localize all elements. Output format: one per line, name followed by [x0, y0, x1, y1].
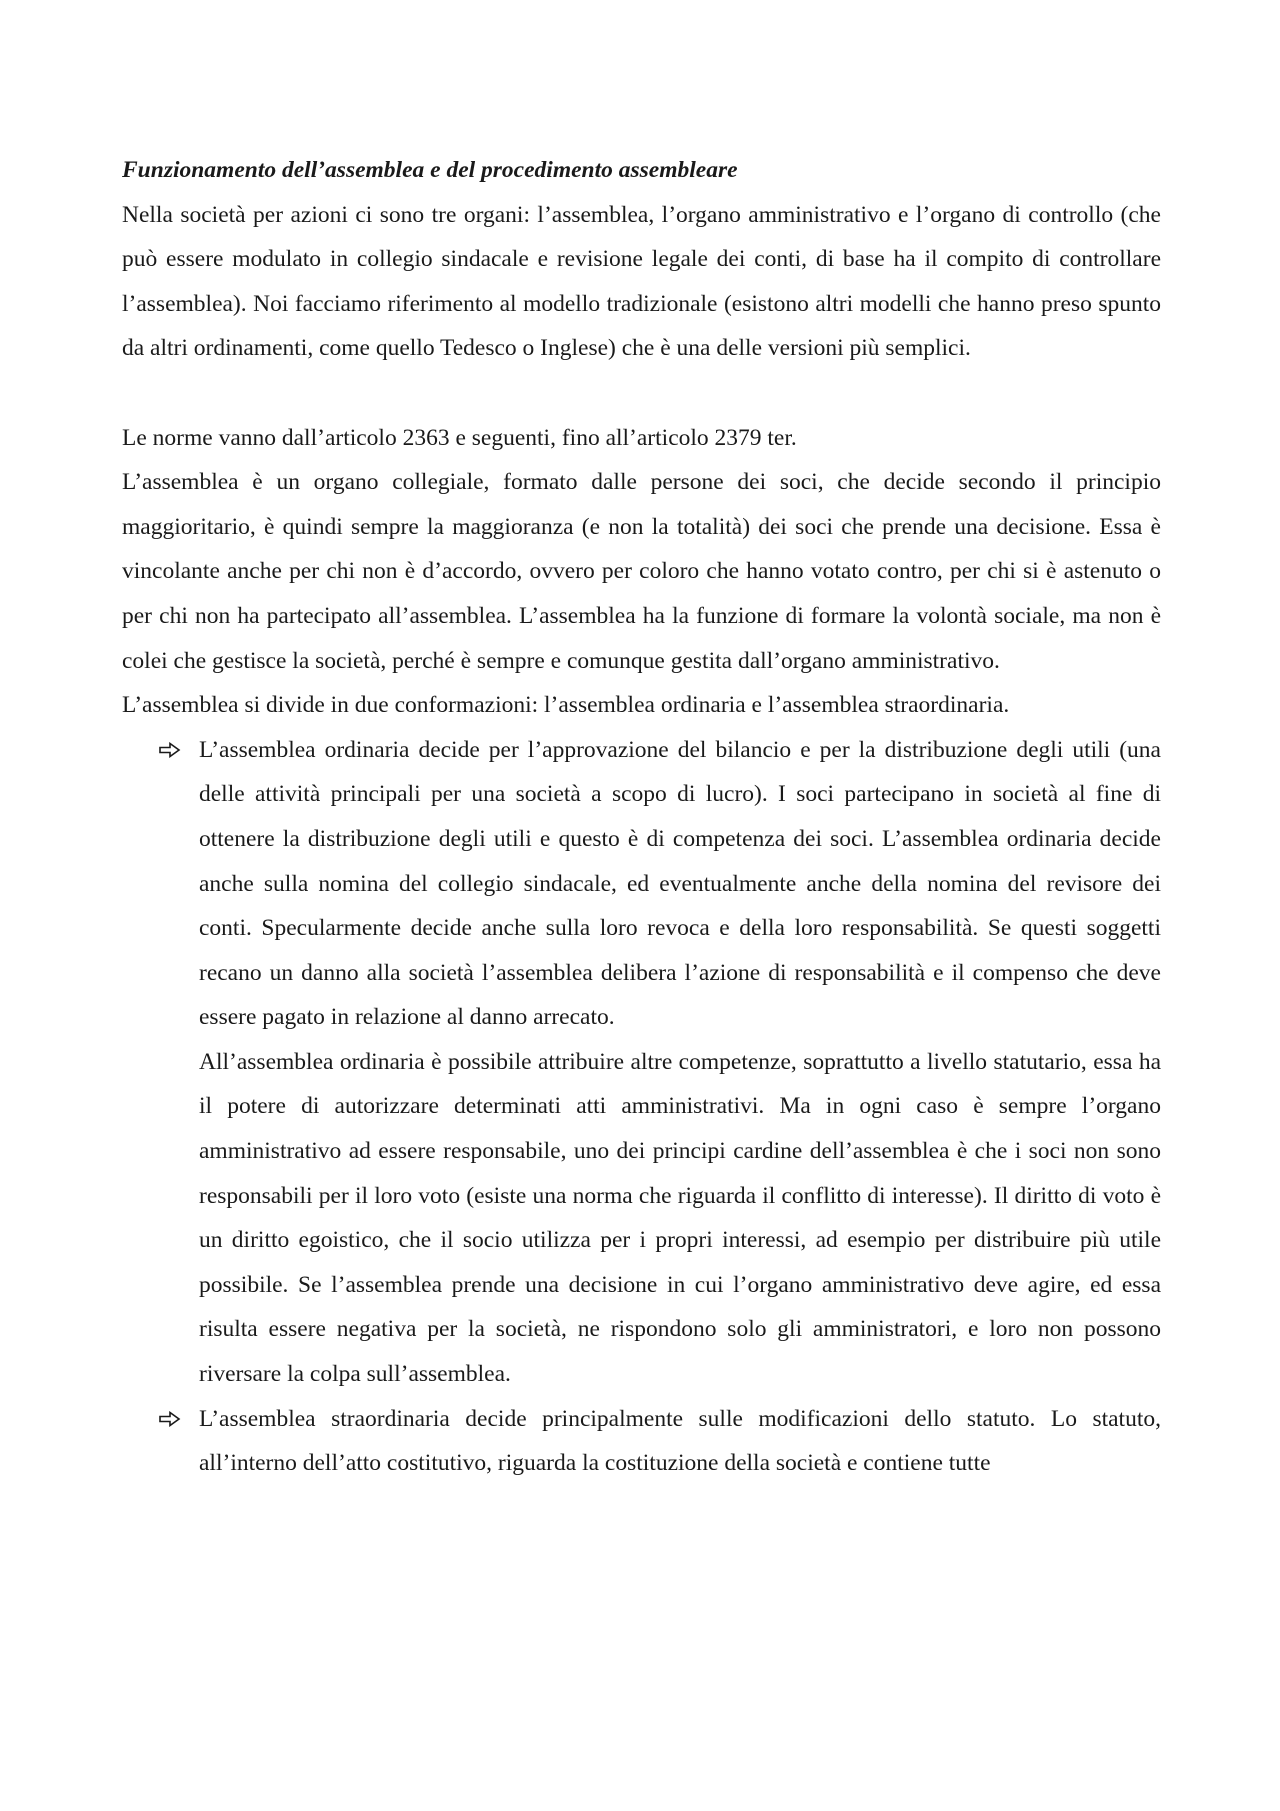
list-item-ordinary-assembly: [122, 728, 1161, 1397]
list-item-paragraph: L’assemblea straordinaria decide principalmente sulle modificazioni dello statuto. Lo statuto, all’interno dell’atto costitutivo, riguarda la costituzione della società e contiene tutte: [199, 1405, 1161, 1477]
arrow-right-outline-icon: [159, 1397, 185, 1442]
list-item-extraordinary-assembly: [122, 1397, 1161, 1486]
paragraph-intro: Nella società per azioni ci sono tre organi: l’assemblea, l’organo amministrativo e l’organo di controllo (che può essere modulato in collegio sindacale e revisione legale dei conti, di base ha il compito di controllare l’assemblea). Noi facciamo riferimento al modello tradizionale (esistono altri modelli che hanno preso spunto da altri ordinamenti, come quello Tedesco o Inglese) che è una delle versioni più semplici.: [122, 201, 1161, 362]
arrow-right-outline-icon: [159, 728, 185, 773]
paragraph-assembly-definition: L’assemblea è un organo collegiale, formato dalle persone dei soci, che decide secondo il principio maggioritario, è quindi sempre la maggioranza (e non la totalità) dei soci che prende una decisione. Essa è vincolante anche per chi non è d’accordo, ovvero per coloro che hanno votato contro, per chi si è astenuto o per chi non ha partecipato all’assemblea. L’assemblea ha la funzione di formare la volontà sociale, ma non è colei che gestisce la società, perché è sempre e comunque gestita dall’organo amministrativo.: [122, 469, 1161, 674]
list-item-paragraph: L’assemblea ordinaria decide per l’approvazione del bilancio e per la distribuzione degli utili (una delle attività principali per una società a scopo di lucro). I soci partecipano in società al fine di ottenere la distribuzione degli utili e questo è di competenza dei soci. L’assemblea ordinaria decide anche sulla nomina del collegio sindacale, ed eventualmente anche della nomina del revisore dei conti. Specularmente decide anche sulla loro revoca e della loro responsabilità. Se questi soggetti recano un danno alla società l’assemblea delibera l’azione di responsabilità e il compenso che deve essere pagato in relazione al danno arrecato.: [199, 736, 1161, 1031]
paragraph-assembly-types: L’assemblea si divide in due conformazioni: l’assemblea ordinaria e l’assemblea straordinaria.: [122, 692, 1010, 719]
blank-line: [122, 371, 1161, 416]
list-item-paragraph: All’assemblea ordinaria è possibile attribuire altre competenze, soprattutto a livello statutario, essa ha il potere di autorizzare determinati atti amministrativi. Ma in ogni caso è sempre l’organo amministrativo ad essere responsabile, uno dei principi cardine dell’assemblea è che i soci non sono responsabili per il loro voto (esiste una norma che riguarda il conflitto di interesse). Il diritto di voto è un diritto egoistico, che il socio utilizza per i propri interessi, ad esempio per distribuire più utile possibile. Se l’assemblea prende una decisione in cui l’organo amministrativo deve agire, ed essa risulta essere negativa per la società, ne rispondono solo gli amministratori, e loro non possono riversare la colpa sull’assemblea.: [199, 1048, 1161, 1388]
assembly-types-list: [122, 728, 1161, 1486]
document-title: Funzionamento dell’assemblea e del procedimento assembleare: [122, 157, 738, 183]
document-body: [122, 148, 1161, 1486]
paragraph-norms: Le norme vanno dall’articolo 2363 e seguenti, fino all’articolo 2379 ter.: [122, 424, 797, 451]
